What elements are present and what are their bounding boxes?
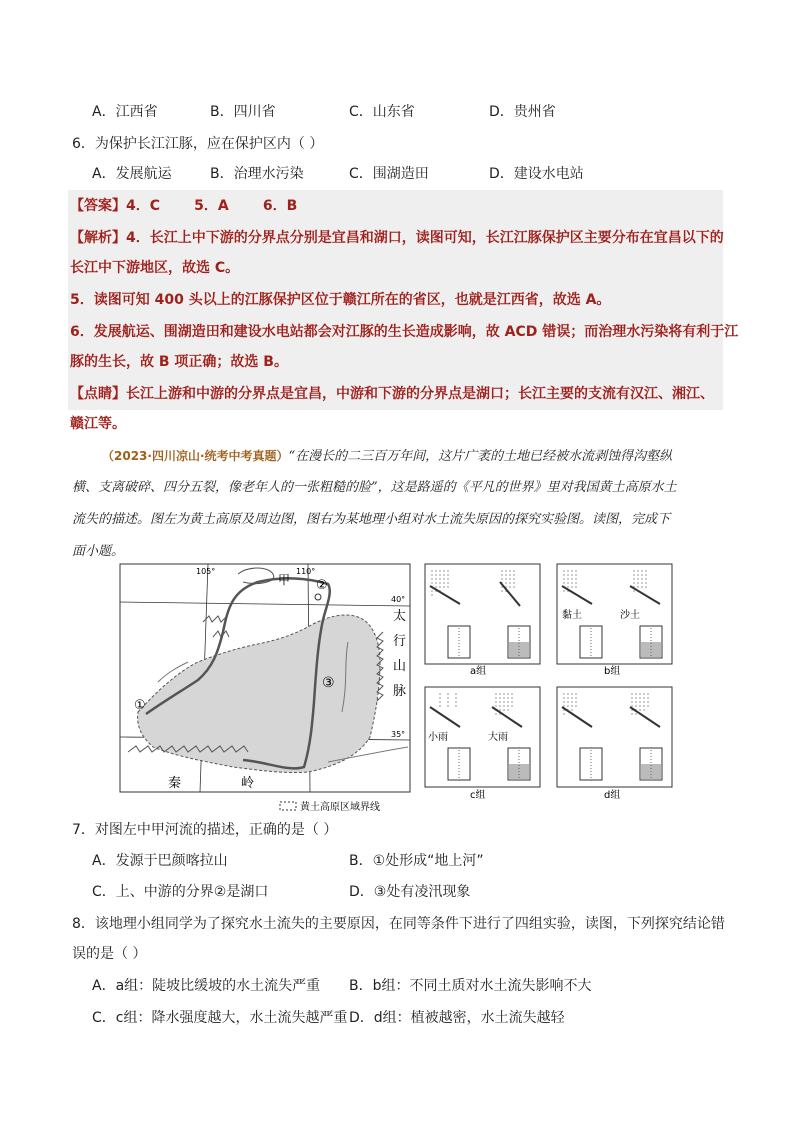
qinling-char-2: 岭	[241, 776, 255, 791]
lat-35-label: 35°	[391, 730, 406, 739]
taihang-char-2: 行	[393, 634, 407, 649]
q8-option-b: B．b组：不同土质对水土流失影响不大	[349, 978, 592, 994]
light-rain-label: 小雨	[428, 732, 448, 743]
analysis-tag: 【解析】	[70, 230, 126, 246]
q8-stem-l2: 误的是（ ）	[72, 946, 147, 962]
point-3-label: ③	[322, 675, 335, 691]
q7-option-b: B．①处形成“地上河”	[349, 853, 484, 869]
tip-l1: 长江上游和中游的分界点是宜昌，中游和下游的分界点是湖口；长江主要的支流有汉江、湘江、	[126, 386, 714, 402]
analysis-q6-l2: 豚的生长，故 B 项正确；故选 B。	[70, 354, 288, 370]
taihang-char-1: 太	[393, 609, 407, 624]
answer-line	[70, 196, 297, 216]
passage-l2: 横、支离破碎、四分五裂，像老年人的一张粗糙的脸”，这是路遥的《平凡的世界》里对我国黄土高原水土	[72, 480, 677, 495]
analysis-q6-l1: 6．发展航运、围湖造田和建设水电站都会对江豚的生长造成影响，故 ACD 错误；而治理水污染将有利于江	[70, 324, 739, 340]
passage-l4: 面小题。	[72, 544, 125, 559]
lon-105-label: 105°	[196, 567, 216, 576]
tip-l2: 赣江等。	[70, 416, 126, 432]
q5-option-b: B．四川省	[210, 104, 276, 120]
q7-option-a: A．发源于巴颜喀拉山	[92, 853, 228, 869]
q6-option-a: A．发展航运	[92, 166, 172, 182]
taihang-char-3: 山	[393, 659, 407, 674]
legend-label: 黄土高原区域界线	[300, 802, 380, 813]
point-2-marker	[315, 594, 321, 600]
q7-option-c: C．上、中游的分界②是湖口	[92, 884, 269, 900]
analysis-line-1	[70, 228, 724, 248]
point-1-label: ①	[134, 698, 146, 713]
q6-option-b: B．治理水污染	[210, 166, 304, 182]
answer-text: 4．C 5．A 6．B	[126, 198, 298, 214]
q5-option-d: D．贵州省	[489, 104, 556, 120]
q8-option-a: A．a组：陡坡比缓坡的水土流失严重	[92, 978, 321, 994]
passage-line-1	[102, 446, 672, 467]
heavy-rain-label: 大雨	[488, 732, 508, 743]
q8-option-d: D．d组：植被越密，水土流失越轻	[349, 1010, 565, 1026]
answer-tag: 【答案】	[70, 198, 126, 214]
qinling-char-1: 秦	[168, 776, 182, 791]
legend-swatch	[280, 802, 296, 810]
lon-110-label: 110°	[296, 567, 316, 576]
passage-l3: 流失的描述。图左为黄土高原及周边图，图右为某地理小组对水土流失原因的探究实验图。读图，完成下	[72, 512, 671, 527]
q6-option-d: D．建设水电站	[489, 166, 584, 182]
q8-stem-l1: 8．该地理小组同学为了探究水土流失的主要原因，在同等条件下进行了四组实验，读图，下列探究结论错	[72, 916, 725, 932]
group-d-panel	[557, 687, 672, 787]
group-a-label: a组	[470, 666, 487, 677]
group-c-label: c组	[470, 790, 486, 801]
loess-plateau-map	[118, 562, 413, 820]
passage-source: （2023·四川凉山·统考中考真题）	[102, 449, 289, 463]
tip-line-1	[70, 384, 714, 404]
lat-40-label: 40°	[391, 595, 406, 604]
q7-option-d: D．③处有凌汛现象	[349, 884, 471, 900]
analysis-q5: 5．读图可知 400 头以上的江豚保护区位于赣江所在的省区，也就是江西省，故选 A。	[70, 292, 611, 308]
river-jia-label: 甲	[278, 573, 291, 587]
tip-tag: 【点睛】	[70, 386, 126, 402]
taihang-char-4: 脉	[393, 684, 407, 699]
q5-option-c: C．山东省	[349, 104, 415, 120]
q7-stem: 7．对图左中甲河流的描述，正确的是（ ）	[72, 822, 338, 838]
clay-label: 黏土	[562, 610, 582, 621]
group-b-label: b组	[604, 666, 621, 677]
q5-option-a: A．江西省	[92, 104, 158, 120]
sand-label: 沙土	[620, 610, 640, 621]
q6-stem: 6．为保护长江江豚，应在保护区内（ ）	[72, 136, 324, 152]
group-d-label: d组	[604, 790, 621, 801]
analysis-q4-l2: 长江中下游地区，故选 C。	[70, 260, 240, 276]
group-a-panel	[425, 564, 540, 664]
q8-option-c: C．c组：降水强度越大，水土流失越严重	[92, 1010, 348, 1026]
passage-l1: “在漫长的二三百万年间，这片广袤的土地已经被水流剥蚀得沟壑纵	[288, 449, 673, 464]
experiment-figure	[420, 562, 682, 812]
q6-option-c: C．围湖造田	[349, 166, 429, 182]
point-2-label: ②	[316, 578, 328, 593]
analysis-q4-l1: 4．长江上中下游的分界点分别是宜昌和湖口，读图可知，长江江豚保护区主要分布在宜昌以下的	[126, 230, 724, 246]
